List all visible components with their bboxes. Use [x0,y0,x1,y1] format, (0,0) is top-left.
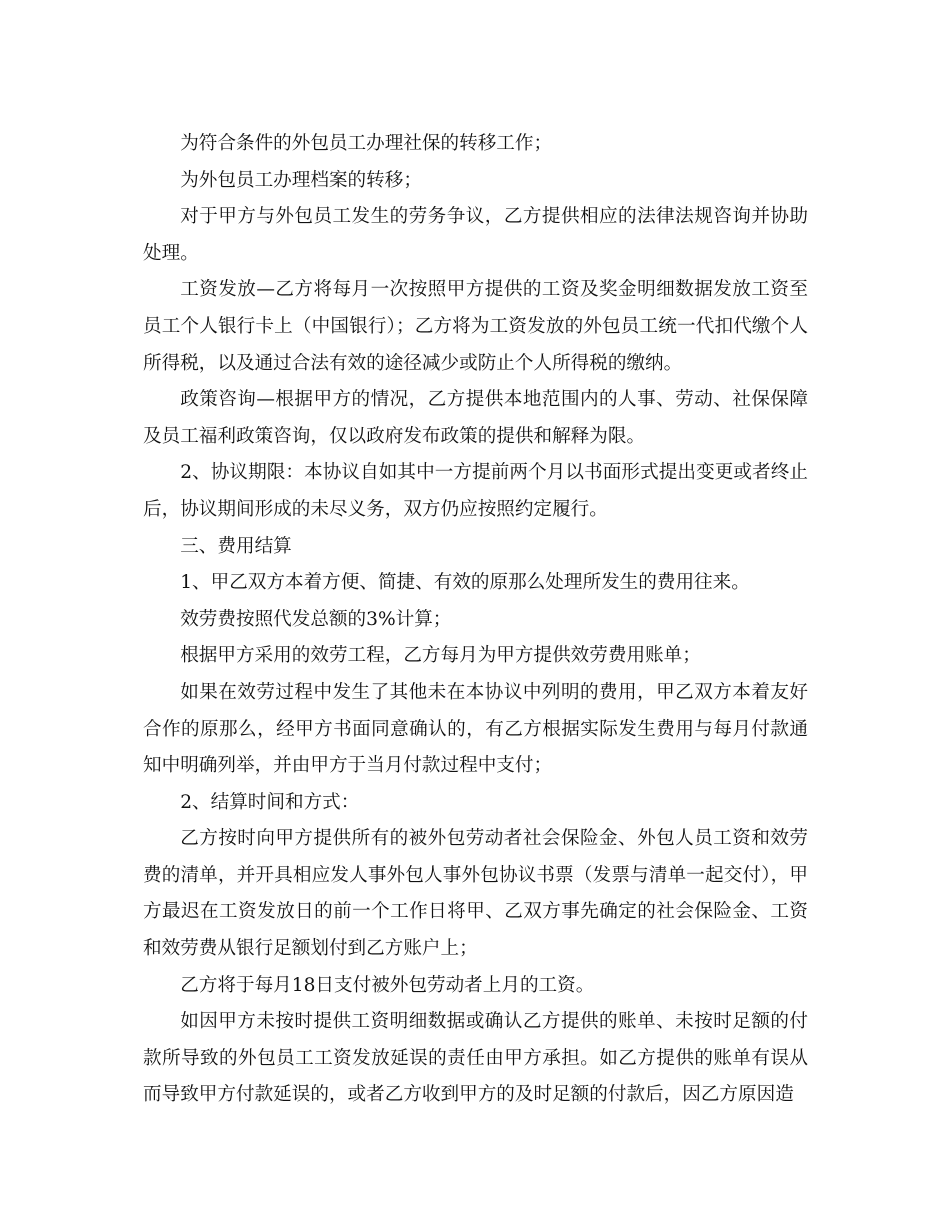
paragraph: 乙方按时向甲方提供所有的被外包劳动者社会保险金、外包人员工资和效劳费的清单，并开具相应发人事外包人事外包协议书票（发票与清单一起交付），甲方最迟在工资发放日的前一个工作日将甲、乙双方事先确定的社会保险金、工资和效劳费从银行足额划付到乙方账户上； [143,828,808,960]
paragraph: 工资发放—乙方将每月一次按照甲方提供的工资及奖金明细数据发放工资至员工个人银行卡上（中国银行）；乙方将为工资发放的外包员工统一代扣代缴个人所得税，以及通过合法有效的途径减少或防止个人所得税的缴纳。 [143,279,808,374]
paragraph: 2、结算时间和方式： [180,791,360,813]
paragraph: 根据甲方采用的效劳工程，乙方每月为甲方提供效劳费用账单； [180,645,701,667]
paragraph: 为外包员工办理档案的转移； [180,169,422,191]
paragraph: 对于甲方与外包员工发生的劳务争议，乙方提供相应的法律法规咨询并协助处理。 [143,206,808,264]
paragraph: 为符合条件的外包员工办理社保的转移工作； [180,133,553,154]
paragraph: 乙方将于每月18日支付被外包劳动者上月的工资。 [180,974,595,996]
document-body [143,126,808,1114]
paragraph: 2、协议期限：本协议自如其中一方提前两个月以书面形式提出变更或者终止后，协议期间形成的未尽义务，双方仍应按照约定履行。 [143,462,808,520]
section-heading: 三、费用结算 [180,535,292,557]
paragraph: 效劳费按照代发总额的3%计算； [180,608,452,630]
paragraph: 政策咨询—根据甲方的情况，乙方提供本地范围内的人事、劳动、社保保障及员工福利政策咨询，仅以政府发布政策的提供和解释为限。 [143,389,808,447]
paragraph: 如因甲方未按时提供工资明细数据或确认乙方提供的账单、未按时足额的付款所导致的外包员工工资发放延误的责任由甲方承担。如乙方提供的账单有误从而导致甲方付款延误的，或者乙方收到甲方的及时足额的付款后，因乙方原因造 [143,1011,808,1106]
paragraph: 1、甲乙双方本着方便、简捷、有效的原那么处理所发生的费用往来。 [180,572,750,594]
paragraph: 如果在效劳过程中发生了其他未在本协议中列明的费用，甲乙双方本着友好合作的原那么，经甲方书面同意确认的，有乙方根据实际发生费用与每月付款通知中明确列举，并由甲方于当月付款过程中支付； [143,681,808,777]
